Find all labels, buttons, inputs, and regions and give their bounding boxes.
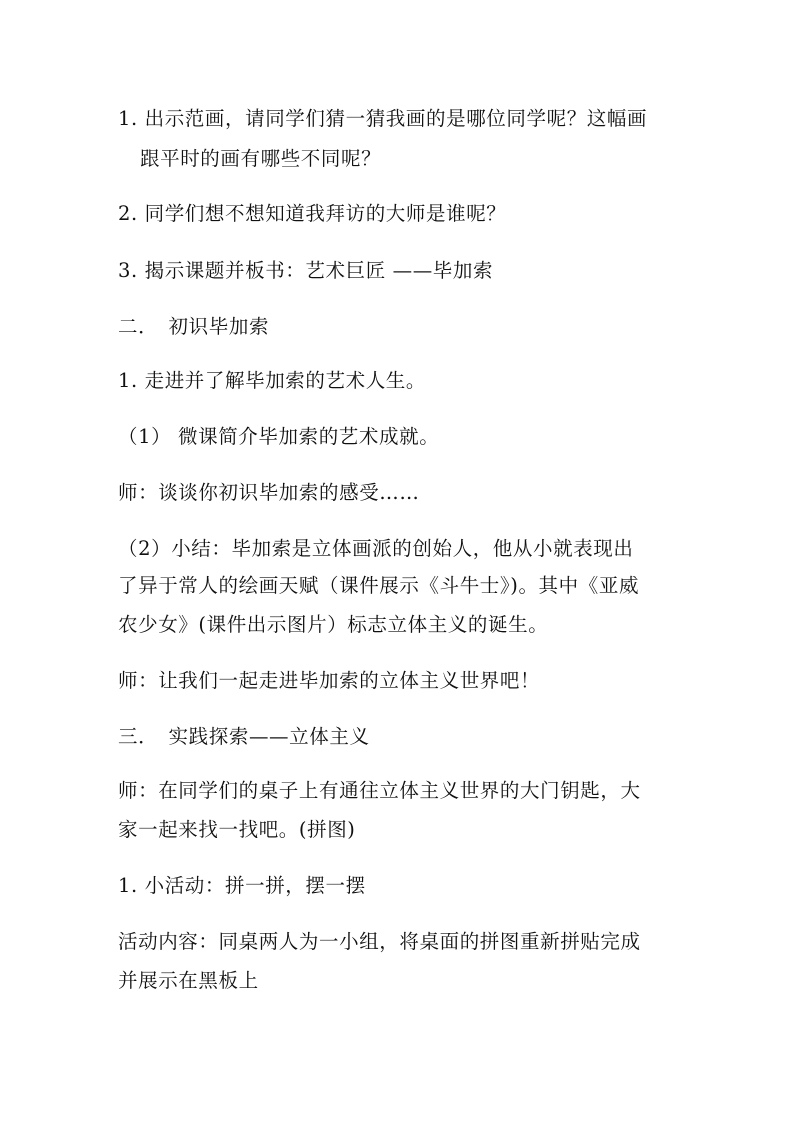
step-2: 2. 同学们想不想知道我拜访的大师是谁呢？ <box>118 202 507 225</box>
section-heading-2: 二． 初识毕加索 <box>118 315 270 338</box>
teacher-line-1: 师：谈谈你初识毕加索的感受…… <box>118 481 420 504</box>
activity-content-line-2: 并展示在黑板上 <box>118 969 259 992</box>
item-2-line-1: （2）小结：毕加索是立体画派的创始人，他从小就表现出 <box>118 537 634 560</box>
item-1: （1） 微课简介毕加索的艺术成就。 <box>118 425 440 448</box>
item-2-line-2: 了异于常人的绘画天赋（课件展示《斗牛士》)。其中《亚威 <box>118 574 640 597</box>
teacher-line-2: 师：让我们一起走进毕加索的立体主义世界吧！ <box>118 669 541 692</box>
teacher-line-3-line-1: 师：在同学们的桌子上有通往立体主义世界的大门钥匙，大 <box>118 779 641 802</box>
step-1-line-1: 1. 出示范画，请同学们猜一猜我画的是哪位同学呢？这幅画 <box>118 107 648 130</box>
step-3: 3. 揭示课题并板书：艺术巨匠 ——毕加索 <box>118 259 494 282</box>
section-heading-3: 三． 实践探索——立体主义 <box>118 725 370 748</box>
subsection-1: 1. 走进并了解毕加索的艺术人生。 <box>118 369 427 392</box>
step-1-line-2: 跟平时的画有哪些不同呢？ <box>140 147 382 170</box>
teacher-line-3-line-2: 家一起来找一找吧。(拼图) <box>118 818 356 841</box>
activity-content-line-1: 活动内容：同桌两人为一小组，将桌面的拼图重新拼贴完成 <box>118 930 641 953</box>
activity-title: 1. 小活动：拼一拼，摆一摆 <box>118 874 366 897</box>
item-2-line-3: 农少女》(课件出示图片）标志立体主义的诞生。 <box>118 613 549 636</box>
